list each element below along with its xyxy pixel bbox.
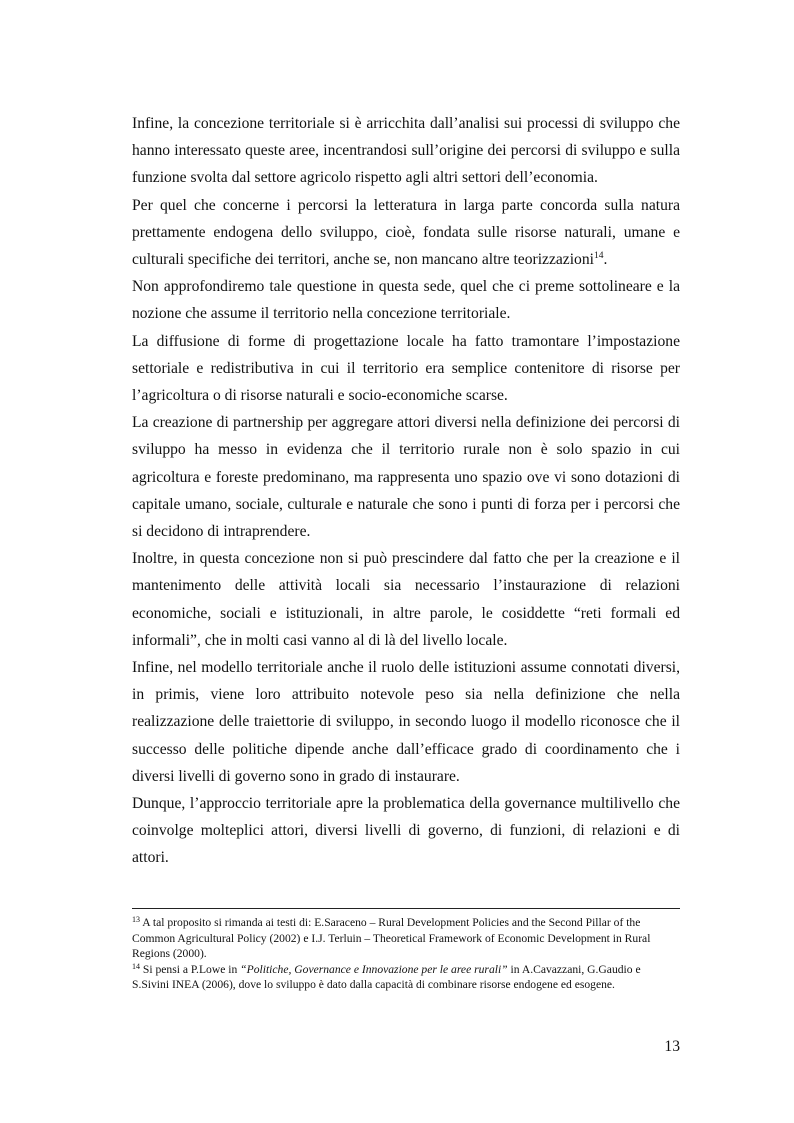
paragraph-7: Infine, nel modello territoriale anche il ruolo delle istituzioni assume connotati diversi, in primis, viene loro attribuito notevole peso sia nella definizione che nella realizzazione delle traiettorie di sviluppo, in secondo luogo il modello riconosce che il successo delle politiche dipende anche dall’efficace grado di coordinamento che i diversi livelli di governo sono in grado di instaurare. bbox=[132, 659, 680, 785]
paragraph-1: Infine, la concezione territoriale si è arricchita dall’analisi sui processi di sviluppo che hanno interessato queste aree, incentrandosi sull’origine dei percorsi di sviluppo e sulla funzione svolta dal settore agricolo rispetto agli altri settori dell’economia. bbox=[132, 115, 680, 187]
page-number: 13 bbox=[664, 1038, 680, 1055]
paragraph-2 bbox=[132, 192, 680, 274]
footnote-13 bbox=[132, 915, 680, 962]
footnote-14-number: 14 bbox=[132, 961, 140, 971]
footnote-14-text-before: Si pensi a P.Lowe in bbox=[142, 962, 241, 976]
footnote-separator bbox=[132, 908, 680, 909]
footnotes bbox=[132, 915, 680, 993]
paragraph-5: La creazione di partnership per aggregare attori diversi nella definizione dei percorsi di sviluppo ha messo in evidenza che il territorio rurale non è solo spazio in cui agricoltura e foreste predominano, ma rappresenta uno spazio ove vi sono dotazioni di capitale umano, sociale, culturale e naturale che sono i punti di forza per i percorsi che si decidono di intraprendere. bbox=[132, 414, 680, 541]
footnote-13-text: A tal proposito si rimanda ai testi di: E.Saraceno – Rural Development Policies and the Second Pillar of the Common Agricultural Policy (2002) e I.J. Terluin – Theoretical Framework of Economic Development in Rural Regions (2000). bbox=[132, 916, 651, 961]
body-text bbox=[132, 110, 680, 872]
paragraph-3: Non approfondiremo tale questione in questa sede, quel che ci preme sottolineare e la nozione che assume il territorio nella concezione territoriale. bbox=[132, 278, 680, 323]
paragraph-6: Inoltre, in questa concezione non si può prescindere dal fatto che per la creazione e il mantenimento delle attività locali sia necessario l’instaurazione di relazioni economiche, sociali e istituzionali, in altre parole, le cosiddette “reti formali ed informali”, che in molti casi vanno al di là del livello locale. bbox=[132, 550, 680, 649]
paragraph-8: Dunque, l’approccio territoriale apre la problematica della governance multilivello che coinvolge molteplici attori, diversi livelli di governo, di funzioni, di relazioni e di attori. bbox=[132, 795, 680, 867]
footnote-reference-14[interactable]: 14 bbox=[593, 251, 604, 262]
footnote-13-number: 13 bbox=[132, 915, 140, 924]
paragraph-4: La diffusione di forme di progettazione locale ha fatto tramontare l’impostazione settoriale e redistributiva in cui il territorio era semplice contenitore di risorse per l’agricoltura o di risorse naturali e socio-economiche scarse. bbox=[132, 332, 680, 405]
paragraph-2-text: Per quel che concerne i percorsi la letteratura in larga parte concorda sulla natura prettamente endogena dello sviluppo, cioè, fondata sulle risorse naturali, umane e culturali specifiche dei territori, anche se, non mancano altre teorizzazioni bbox=[132, 196, 680, 269]
footnote-14-text-after: in A.Cavazzani, G.Gaudio e S.Sivini INEA (2006), dove lo sviluppo è dato dalla capacità di combinare risorse endogene ed esogene. bbox=[132, 962, 641, 992]
paragraph-2-end: . bbox=[603, 251, 608, 269]
footnote-14 bbox=[132, 962, 680, 993]
footnote-14-title: “Politiche, Governance e Innovazione per le aree rurali” bbox=[240, 962, 508, 976]
